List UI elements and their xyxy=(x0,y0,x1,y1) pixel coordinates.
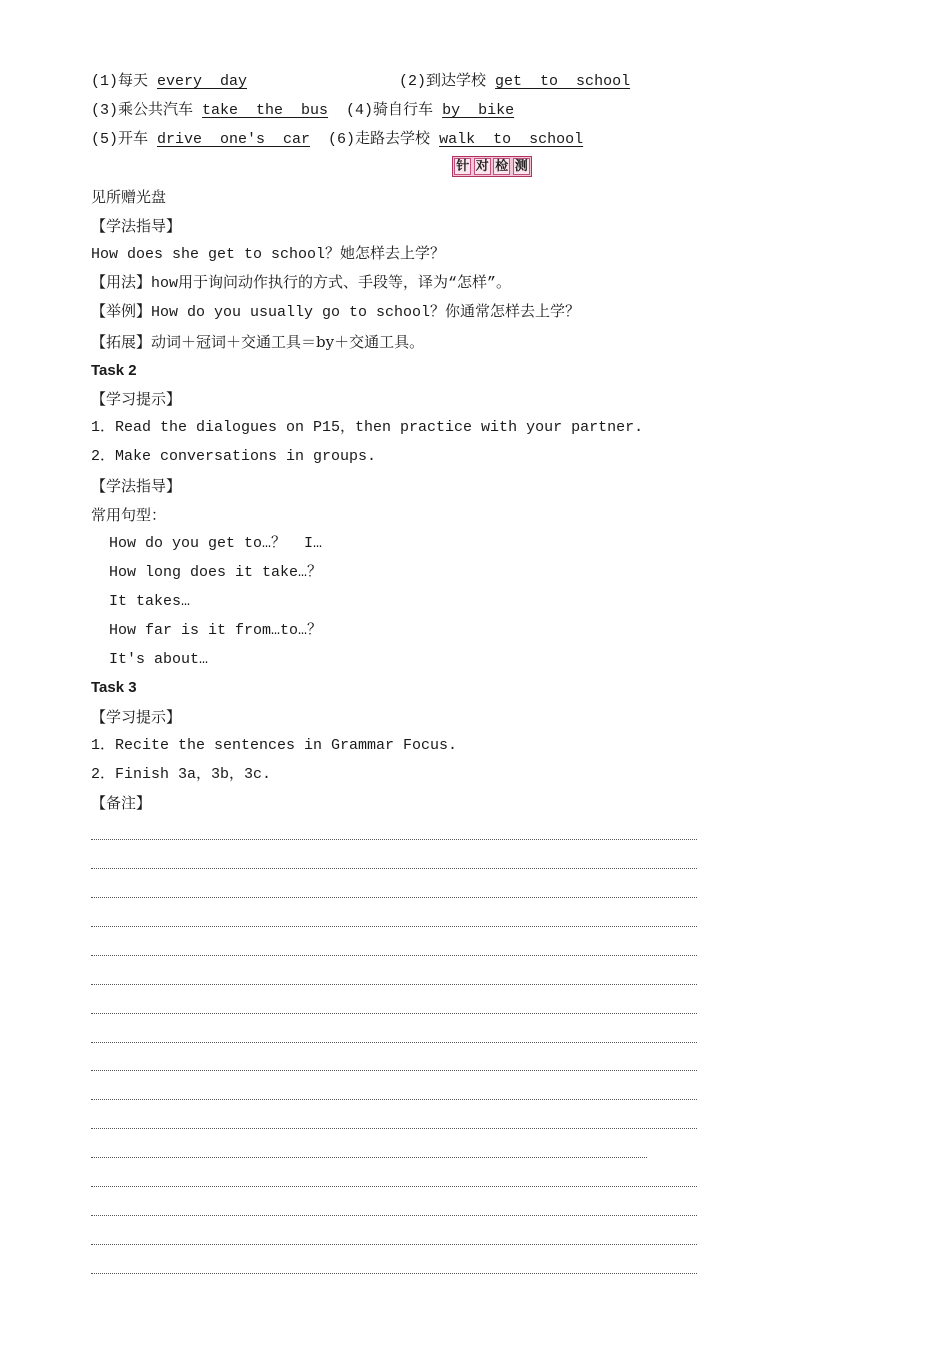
example-note: 【举例】How do you usually go to school？你通常怎样去上学？ xyxy=(91,304,581,321)
note-line xyxy=(91,868,697,869)
note-line xyxy=(91,897,697,898)
banner-char-1: 针 xyxy=(456,159,470,174)
task-3-heading: Task 3 xyxy=(91,679,137,696)
note-line xyxy=(91,1042,697,1043)
task-2-item-2: 2．Make conversations in groups. xyxy=(91,448,377,465)
task-3-item-2: 2．Finish 3a，3b，3c. xyxy=(91,766,272,783)
note-line xyxy=(91,1157,647,1158)
key-question: How does she get to school？她怎样去上学？ xyxy=(91,246,446,263)
banner-char-3: 检 xyxy=(495,159,509,174)
note-line xyxy=(91,1244,697,1245)
usage-note: 【用法】how用于询问动作执行的方式、手段等，译为“怎样”。 xyxy=(91,275,512,292)
note-line xyxy=(91,1013,697,1014)
note-line xyxy=(91,955,697,956)
note-line xyxy=(91,1215,697,1216)
vocab-row-3 xyxy=(91,130,583,150)
vocab-row-1 xyxy=(91,72,630,92)
note-line xyxy=(91,1273,697,1274)
pattern-4: How far is it from…to…？ xyxy=(91,622,323,639)
study-tips-heading-3: 【学习提示】 xyxy=(91,708,182,726)
cd-note: 见所赠光盘 xyxy=(91,188,167,206)
vocab-prompt-3: (3)乘公共汽车 xyxy=(91,102,203,119)
vocab-row-2 xyxy=(91,101,514,121)
note-line xyxy=(91,984,697,985)
study-tips-heading-2: 【学习提示】 xyxy=(91,390,182,408)
vocab-answer-5: drive one's car xyxy=(157,131,311,148)
notes-heading: 【备注】 xyxy=(91,794,152,812)
vocab-prompt-4: (4)骑自行车 xyxy=(328,102,443,119)
banner-char-4: 测 xyxy=(514,159,528,174)
note-line xyxy=(91,1186,697,1187)
vocab-prompt-5: (5)开车 xyxy=(91,131,158,148)
banner-char-2: 对 xyxy=(475,159,489,174)
note-line xyxy=(91,926,697,927)
study-guide-heading-2: 【学法指导】 xyxy=(91,477,182,495)
section-banner xyxy=(452,156,532,177)
task-3-item-1: 1．Recite the sentences in Grammar Focus. xyxy=(91,737,458,754)
note-line xyxy=(91,1070,697,1071)
pattern-5: It's about… xyxy=(91,651,209,668)
note-line xyxy=(91,1099,697,1100)
pattern-3: It takes… xyxy=(91,593,191,610)
vocab-answer-6: walk to school xyxy=(439,131,584,148)
vocab-answer-2: get to school xyxy=(495,73,631,90)
task-2-item-1: 1．Read the dialogues on P15，then practice with your partner. xyxy=(91,419,644,436)
vocab-prompt-2: (2)到达学校 xyxy=(399,73,496,90)
vocab-prompt-1: (1)每天 xyxy=(91,73,158,90)
vocab-answer-1: every day xyxy=(157,73,248,90)
pattern-2: How long does it take…？ xyxy=(91,564,323,581)
note-line xyxy=(91,839,697,840)
vocab-prompt-6: (6)走路去学校 xyxy=(310,131,440,148)
expansion-note: 【拓展】动词＋冠词＋交通工具＝by＋交通工具。 xyxy=(91,333,425,351)
study-guide-heading-1: 【学法指导】 xyxy=(91,217,182,235)
task-2-heading: Task 2 xyxy=(91,362,137,379)
patterns-heading: 常用句型： xyxy=(91,506,167,524)
vocab-answer-4: by bike xyxy=(442,102,515,119)
vocab-answer-3: take the bus xyxy=(202,102,329,119)
note-line xyxy=(91,1128,697,1129)
pattern-1: How do you get to…？ I… xyxy=(91,535,323,552)
